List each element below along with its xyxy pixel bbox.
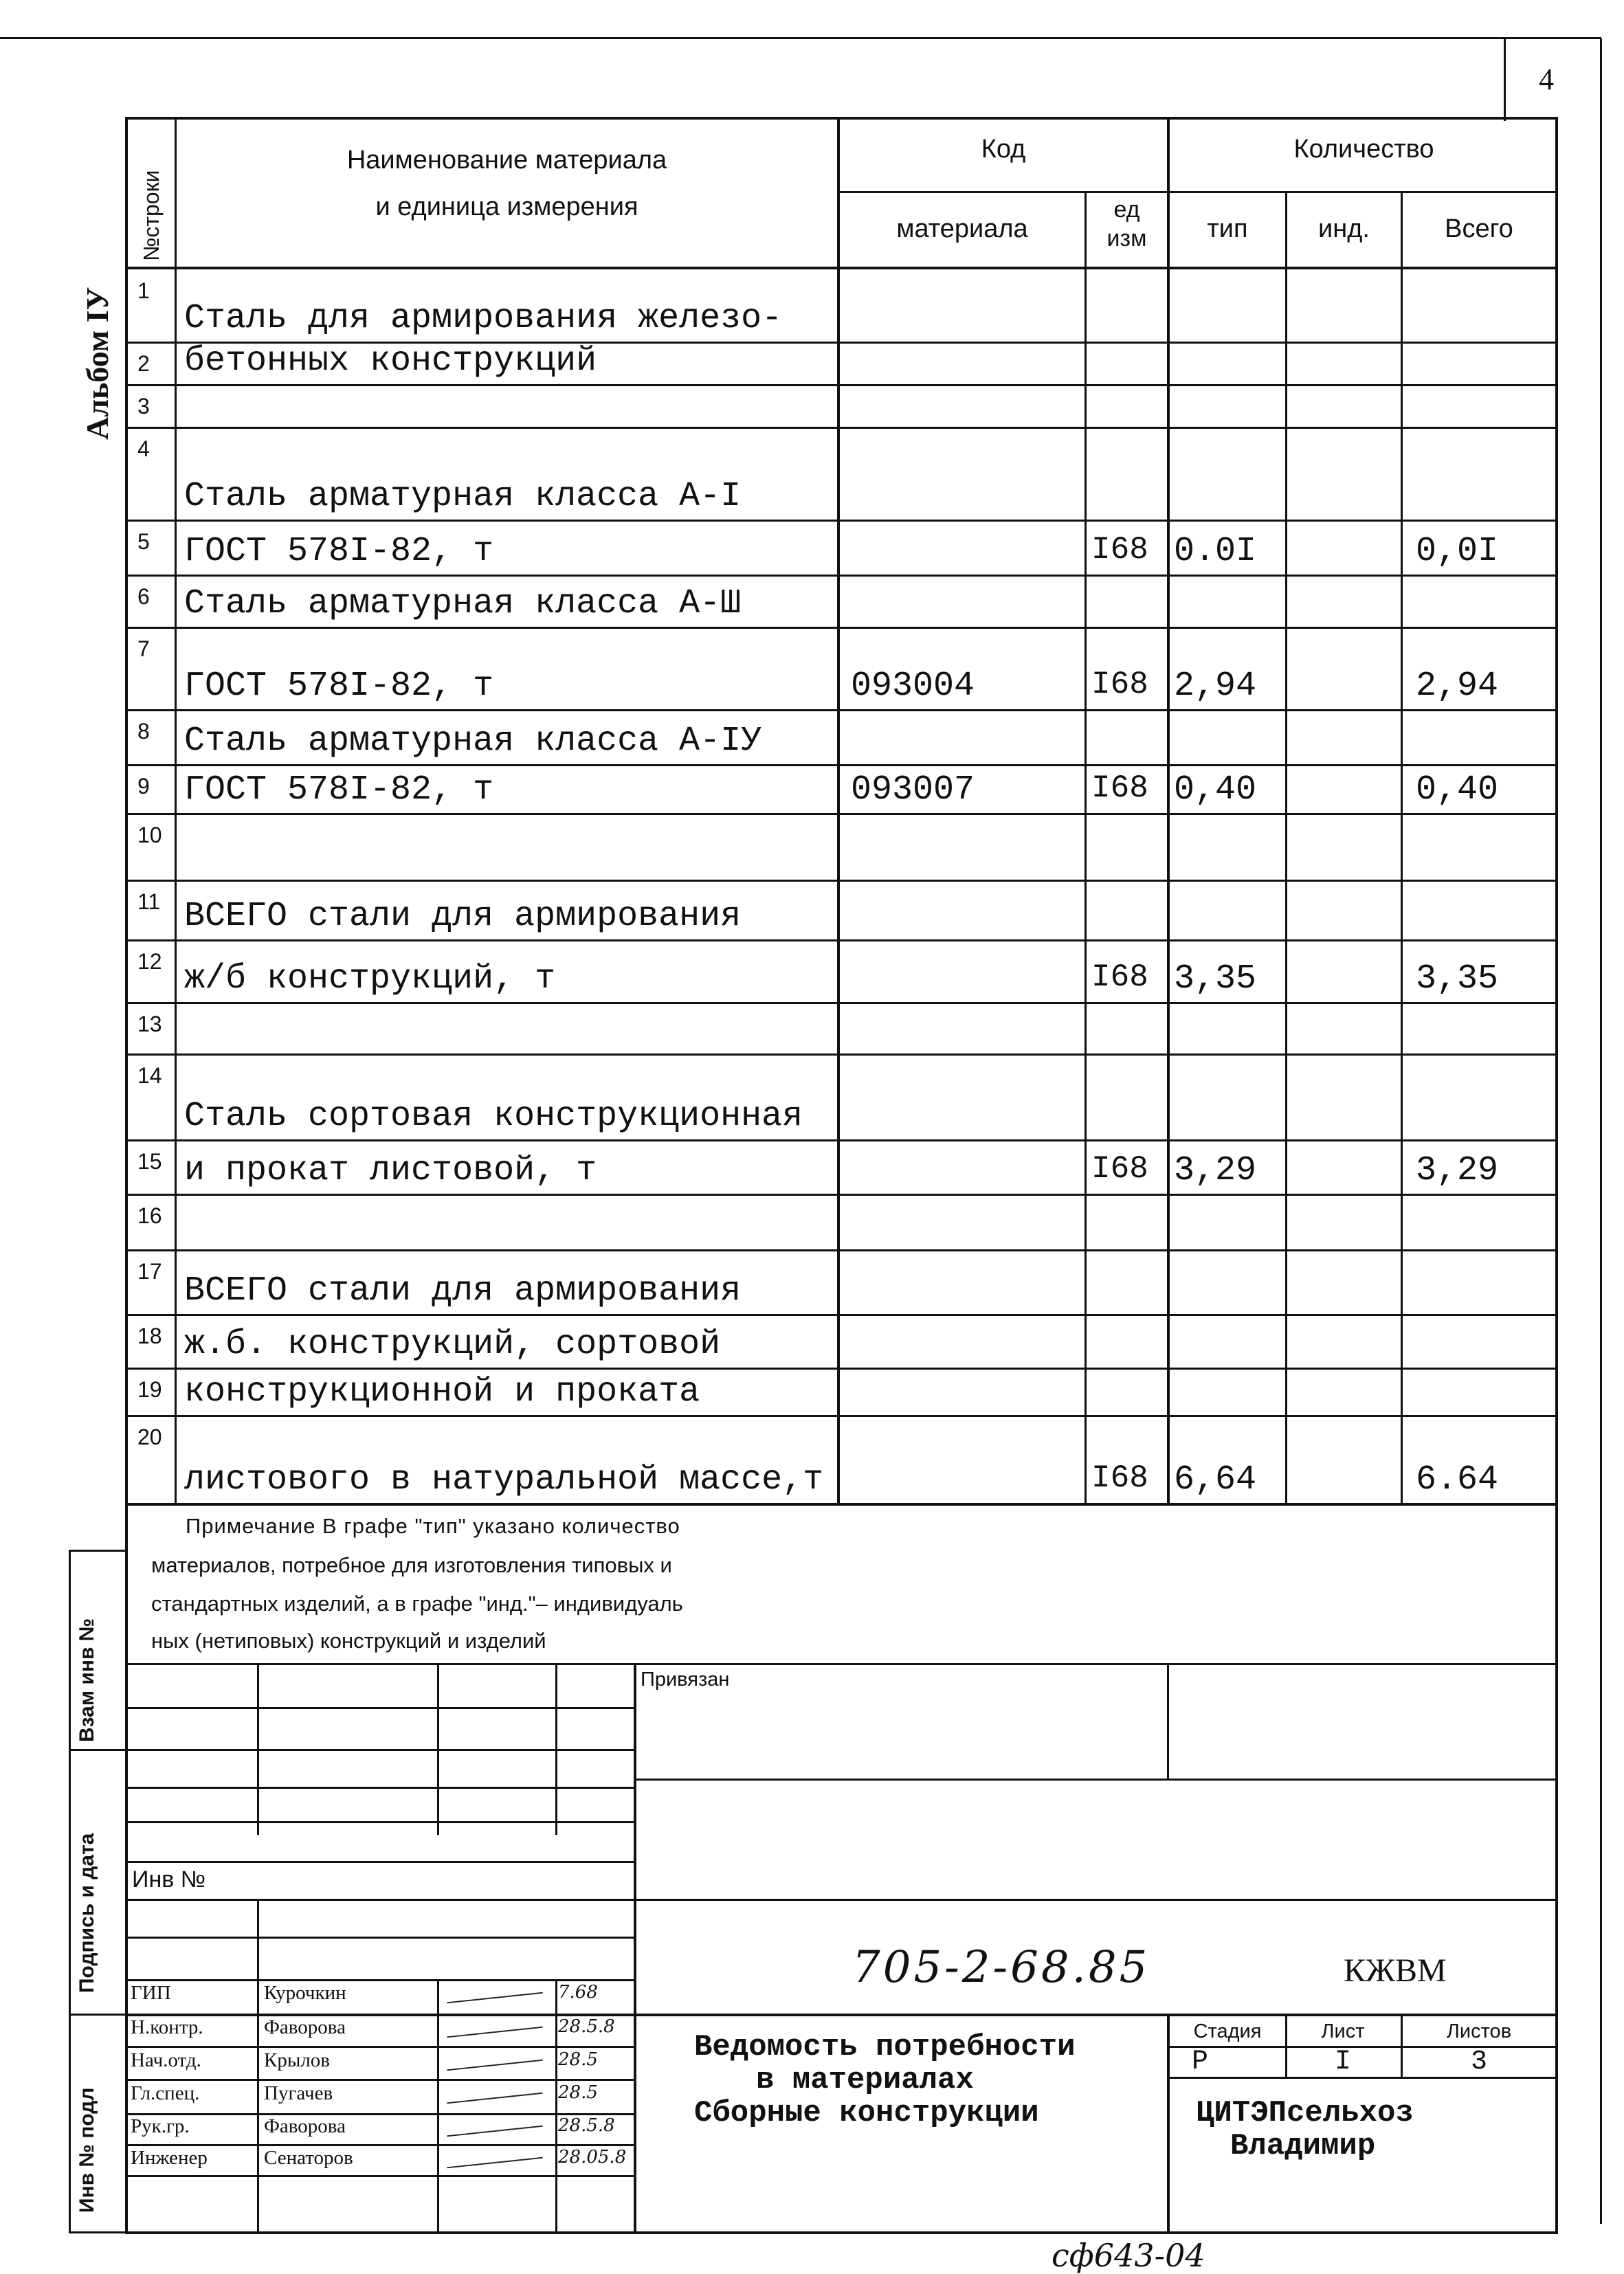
signature-scribble (447, 1992, 542, 2004)
album-label: Альбом IУ (80, 287, 115, 440)
row-code: 093007 (851, 770, 975, 810)
row-total: 3,29 (1416, 1151, 1499, 1190)
row-name: ГОСТ 578I-82, т (184, 532, 494, 571)
person-date: 28.5 (558, 2049, 598, 2070)
bottom-code: сф643-04 (1052, 2237, 1205, 2274)
person-name: Фаворова (264, 2115, 346, 2137)
row-name: Сталь для армирования железо- (184, 299, 783, 338)
note-line-1: Примечание В графе "тип" указано количество (186, 1514, 680, 1538)
row-name: бетонных конструкций (184, 342, 597, 381)
row-number: 1 (137, 278, 150, 303)
side-label-inv-podl: Инв № подл (76, 2087, 98, 2213)
row-number: 3 (137, 394, 150, 419)
stage-value: Р (1191, 2047, 1208, 2077)
row-divider (125, 520, 1558, 522)
row-number: 19 (137, 1377, 162, 1402)
row-number: 15 (137, 1149, 162, 1174)
signature-scribble (447, 2027, 542, 2038)
note-line-2: материалов, потребное для изготовления типовых и (151, 1553, 672, 1577)
person-date: 7.68 (558, 1982, 598, 2003)
person-role: Инженер (131, 2147, 208, 2169)
row-number: 13 (137, 1012, 162, 1036)
header-quantity: Количество (1293, 135, 1434, 164)
header-ind: инд. (1318, 214, 1370, 243)
row-name: Сталь арматурная класса А-Ш (184, 584, 742, 623)
doc-mark: КЖВМ (1344, 1952, 1447, 1989)
row-unit: I68 (1091, 1151, 1148, 1187)
signature-scribble (447, 2157, 542, 2169)
header-unit-2: изм (1106, 225, 1147, 252)
row-number: 8 (137, 719, 150, 744)
row-divider (125, 1002, 1558, 1004)
row-name: ВСЕГО стали для армирования (184, 1271, 742, 1311)
person-name: Пугачев (264, 2082, 333, 2104)
row-number: 2 (137, 351, 150, 376)
row-name: ж/б конструкций, т (184, 959, 556, 999)
row-unit: I68 (1091, 959, 1148, 995)
row-type: 2,94 (1174, 667, 1257, 706)
header-material: материала (896, 214, 1028, 243)
page-number: 4 (1539, 63, 1554, 96)
row-number: 5 (137, 529, 150, 554)
row-name: ж.б. конструкций, сортовой (184, 1325, 721, 1364)
row-type: 3,35 (1174, 959, 1257, 999)
row-name: Сталь арматурная класса А-IУ (184, 722, 762, 761)
person-role: Н.контр. (131, 2016, 203, 2038)
person-name: Крылов (264, 2049, 330, 2071)
row-number: 9 (137, 774, 150, 799)
row-type: 6,64 (1174, 1460, 1257, 1500)
note-line-4: ных (нетиповых) конструкций и изделий (151, 1629, 546, 1653)
doc-title-3: Сборные конструкции (694, 2096, 1039, 2130)
person-role: Рук.гр. (131, 2115, 190, 2137)
person-role: Гл.спец. (131, 2082, 200, 2104)
row-unit: I68 (1091, 1460, 1148, 1496)
note-line-3: стандартных изделий, а в графе "инд."– индивидуаль (151, 1592, 683, 1616)
sheet-value: I (1334, 2047, 1351, 2077)
row-number: 16 (137, 1203, 162, 1228)
row-type: 0.0I (1174, 532, 1257, 571)
row-divider (125, 627, 1558, 629)
sheets-label: Листов (1446, 2020, 1512, 2042)
person-name: Сенаторов (264, 2147, 353, 2169)
row-total: 2,94 (1416, 667, 1499, 706)
row-divider (125, 1054, 1558, 1056)
row-total: 6.64 (1416, 1460, 1499, 1500)
person-name: Курочкин (264, 1982, 346, 2004)
row-number: 10 (137, 823, 162, 847)
row-number: 11 (137, 889, 161, 914)
row-divider (125, 1194, 1558, 1196)
signature-scribble (447, 2093, 542, 2104)
row-divider (125, 575, 1558, 577)
person-date: 28.05.8 (558, 2147, 627, 2167)
row-number: 7 (137, 636, 150, 661)
row-divider (125, 1314, 1558, 1316)
row-divider (125, 813, 1558, 815)
row-divider (125, 1415, 1558, 1417)
row-name: конструкционной и проката (184, 1372, 700, 1412)
doc-number: 705-2-68.85 (852, 1942, 1150, 1993)
row-name: Сталь арматурная класса А-I (184, 477, 742, 516)
org-line-1: ЦИТЭПсельхоз (1196, 2096, 1414, 2130)
row-divider (125, 1249, 1558, 1251)
row-code: 093004 (851, 667, 975, 706)
header-name-line2: и единица измерения (375, 192, 638, 221)
row-name: ГОСТ 578I-82, т (184, 770, 494, 810)
person-date: 28.5.8 (558, 2115, 615, 2136)
row-number: 14 (137, 1063, 162, 1088)
side-label-signature-date: Подпись и дата (76, 1833, 98, 1993)
row-divider (125, 880, 1558, 882)
row-unit: I68 (1091, 770, 1148, 806)
side-label-vzam-inv: Взам инв № (76, 1618, 98, 1742)
inv-no-label: Инв № (132, 1866, 206, 1893)
privyazan-label: Привязан (641, 1669, 730, 1691)
header-total: Всего (1445, 214, 1513, 243)
person-role: Нач.отд. (131, 2049, 201, 2071)
row-name: ВСЕГО стали для армирования (184, 897, 742, 936)
sheets-value: 3 (1470, 2047, 1487, 2077)
row-name: ГОСТ 578I-82, т (184, 667, 494, 706)
row-total: 0,40 (1416, 770, 1499, 810)
row-divider (125, 1139, 1558, 1141)
row-total: 0,0I (1416, 532, 1499, 571)
header-type: тип (1207, 214, 1248, 243)
row-divider (125, 709, 1558, 711)
person-name: Фаворова (264, 2016, 346, 2038)
person-role: ГИП (131, 1982, 171, 2004)
row-divider (125, 427, 1558, 429)
row-number: 4 (137, 436, 150, 461)
row-unit: I68 (1091, 667, 1148, 702)
header-code: Код (981, 135, 1026, 164)
row-number: 6 (137, 584, 150, 609)
row-divider (125, 939, 1558, 941)
row-type: 3,29 (1174, 1151, 1257, 1190)
header-row-no: №строки (139, 170, 164, 261)
row-number: 12 (137, 949, 162, 974)
row-type: 0,40 (1174, 770, 1257, 810)
stage-label: Стадия (1193, 2020, 1262, 2042)
signature-scribble (447, 2126, 542, 2137)
signature-scribble (447, 2060, 542, 2071)
row-unit: I68 (1091, 532, 1148, 568)
row-name: листового в натуральной массе,т (184, 1460, 824, 1500)
doc-title-1: Ведомость потребности (694, 2030, 1076, 2064)
doc-title-2: в материалах (756, 2063, 974, 2097)
person-date: 28.5.8 (558, 2016, 615, 2037)
header-unit-1: ед (1113, 197, 1140, 223)
row-number: 18 (137, 1324, 162, 1348)
row-divider (125, 764, 1558, 766)
row-name: и прокат листовой, т (184, 1151, 597, 1190)
person-date: 28.5 (558, 2082, 598, 2103)
row-number: 17 (137, 1259, 162, 1284)
row-divider (125, 1368, 1558, 1370)
row-number: 20 (137, 1425, 162, 1449)
sheet-label: Лист (1321, 2020, 1365, 2042)
row-divider (125, 384, 1558, 386)
header-name-line1: Наименование материала (346, 146, 667, 175)
row-total: 3,35 (1416, 959, 1499, 999)
org-line-2: Владимир (1230, 2129, 1376, 2163)
row-name: Сталь сортовая конструкционная (184, 1097, 803, 1136)
